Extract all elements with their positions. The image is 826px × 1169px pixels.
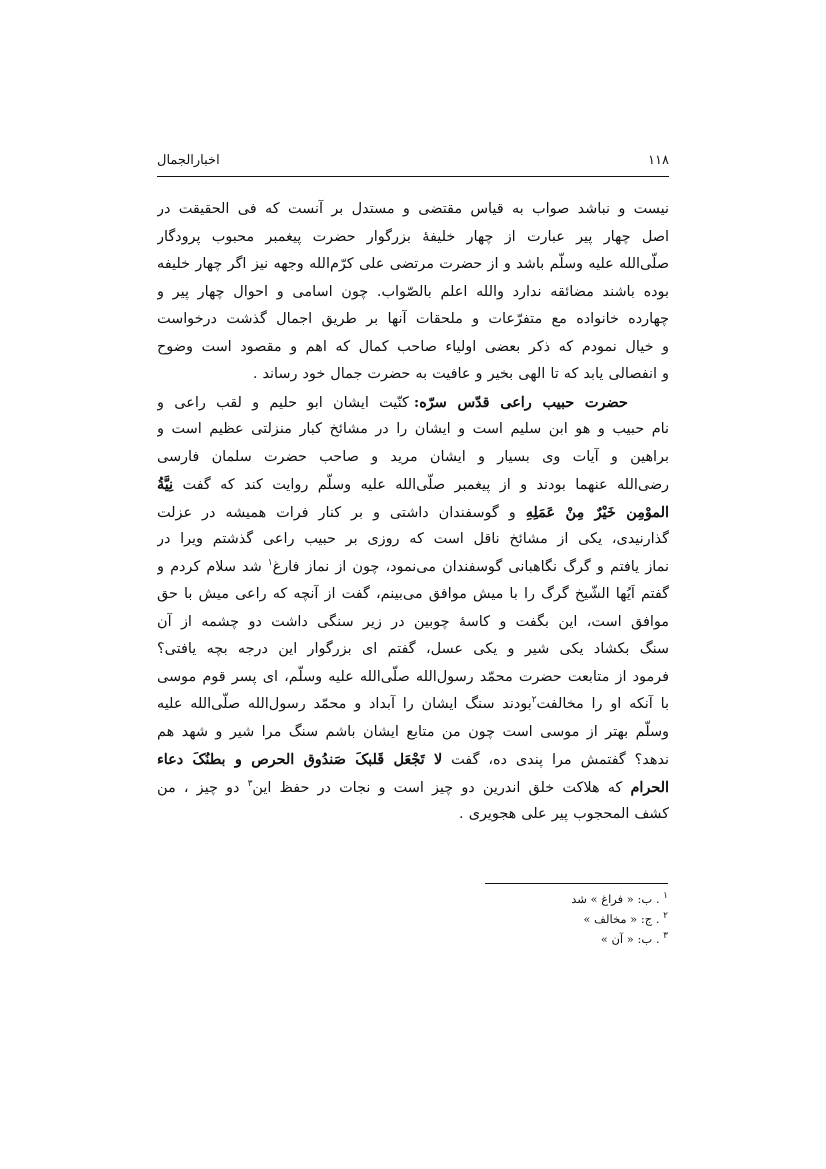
footnote-number: ۲ [663,911,668,922]
text-line [157,554,669,582]
text-line [157,691,669,719]
section-heading: حضرت حبیب راعی قدّس سرّه: [413,393,628,411]
quote-bold: الموْمِن خَیْرٌ مِنْ عَمَلِهِ [525,503,669,521]
text-line: سنگ بکشاد یکی شیر و یکی عسل، گفتم ای بزرگوار این درجه بچه یافتی؟ [157,641,669,657]
footnote [485,909,668,929]
text-line [157,471,669,499]
text-segment: رضی‌الله عنهما بودند و از پیغمبر صلّی‌الله علیه وسلّم روایت کند که گفت [173,477,669,493]
text-line [157,746,669,774]
text-line [157,499,669,527]
footnote-number: ۱ [663,891,668,902]
page-number: ۱۱۸ [648,152,669,168]
quote-bold: لا تَجْعَل قَلبکَ صَندُوق الحرص و بطنُکَ دعاء [157,751,443,768]
footnote-text: . ب: « آن » [600,932,660,946]
footnote-text: . ب: « فراغ » شد [571,892,660,906]
text-line: اصل چهار پیر عبارت از چهار خلیفهٔ بزرگوار حضرت پیغمبر محبوب پرودگار [157,228,669,245]
text-line: نام حبیب و هو ابن سلیم است و ایشان را در مشائخ کبار منزلتی عظیم است و [157,421,669,437]
text-line [157,774,669,802]
text-line: فرمود از متابعت حضرت محمّد رسول‌الله صلّی‌الله علیه وسلّم، ای پسر قوم موسی [157,668,669,685]
text-line: چهارده خانواده مع متفرّعات و ملحقات آنها بر طریق اجمال گذشت درخواست [157,311,669,327]
text-line: و خیال نمودم که ذکر بعضی اولیاء صاحب کمال که اهم و مقصود است وضوح [157,338,669,355]
text-segment: دو چیز ، من [157,779,248,796]
section-heading-line [157,389,669,417]
footnote-text: . ج: « مخالف » [583,912,660,926]
footnote-rule [485,883,668,884]
footnote [485,929,668,949]
text-line: و انفصالی یابد که تا الهی بخیر و عافیت به حضرت جمال خود رساند . [252,366,669,382]
text-segment: و گوسفندان داشتی و بر کنار فرات همیشه در عزلت [157,504,526,521]
text-segment: ندهد؟ گفتمش مرا پندی ده، گفت [442,752,669,768]
body-text [157,196,669,829]
text-line: گفتم اَیُها الشّیخ گرگ را با میش موافق می‌بینم، گفت از آنچه که راعی میش با حق [157,586,669,602]
text-line: براهین و آیات وی بسیار و ایشان مرید و صاحب حضرت سلمان فارسی [157,448,669,465]
page-header [157,149,669,171]
text-segment: با آنکه او را مخالفت [536,696,669,712]
text-segment: که هلاکت خلق اندرین دو چیز است و نجات در حفظ این [252,779,631,796]
quote-bold: الحرام [630,778,669,796]
text-segment: شد سلام کردم و [157,558,268,575]
text-line: بوده باشند مضائقه ندارد والله اعلم بالصّواب. چون اسامی و احوال چهار پیر و [157,283,669,300]
header-rule [157,176,669,177]
footnote [485,889,668,909]
text-line: موافق است، این بگفت و کاسهٔ چوبین در زیر سنگی داشت دو چشمه از آن [157,613,669,630]
text-segment: نماز یافتم و گرگ نگاهبانی گوسفندان می‌نمود، چون از نماز فارغ [272,558,669,575]
text-segment: بودند سنگ ایشان را آبداد و محمّد رسول‌الله صلّی‌الله علیه [157,696,532,712]
footnote-ref: ۳ [247,778,253,789]
quote-bold: نِیَّةُ [157,476,174,493]
footnotes [485,889,668,949]
text-line: کشف المحجوب پیر علی هجویری . [459,806,669,822]
running-title: اخبارالجمال [157,152,220,168]
heading-continuation: کنّیت ایشان ابو حلیم و لقب راعی و [157,394,414,411]
text-line: وسلّم بهتر از موسی است چون من متابع ایشان باشم سنگ مرا شیر و شهد هم [157,723,669,740]
text-line: نیست و نباشد صواب به قیاس مقتضی و مستدل بر آنست که فی الحقیقت در [157,201,669,217]
footnote-ref: ۲ [531,695,537,706]
text-line: صلّی‌الله علیه وسلّم باشد و از حضرت مرتضی علی کرّم‌الله وجهه نیز اگر چهار خلیفه [157,256,669,272]
footnote-number: ۳ [663,931,668,942]
footnote-ref: ۱ [267,557,273,568]
text-line: گذارنیدی، یکی از مشائخ ناقل است که روزی بر حبیب راعی گذشتم ویرا در [157,531,669,547]
